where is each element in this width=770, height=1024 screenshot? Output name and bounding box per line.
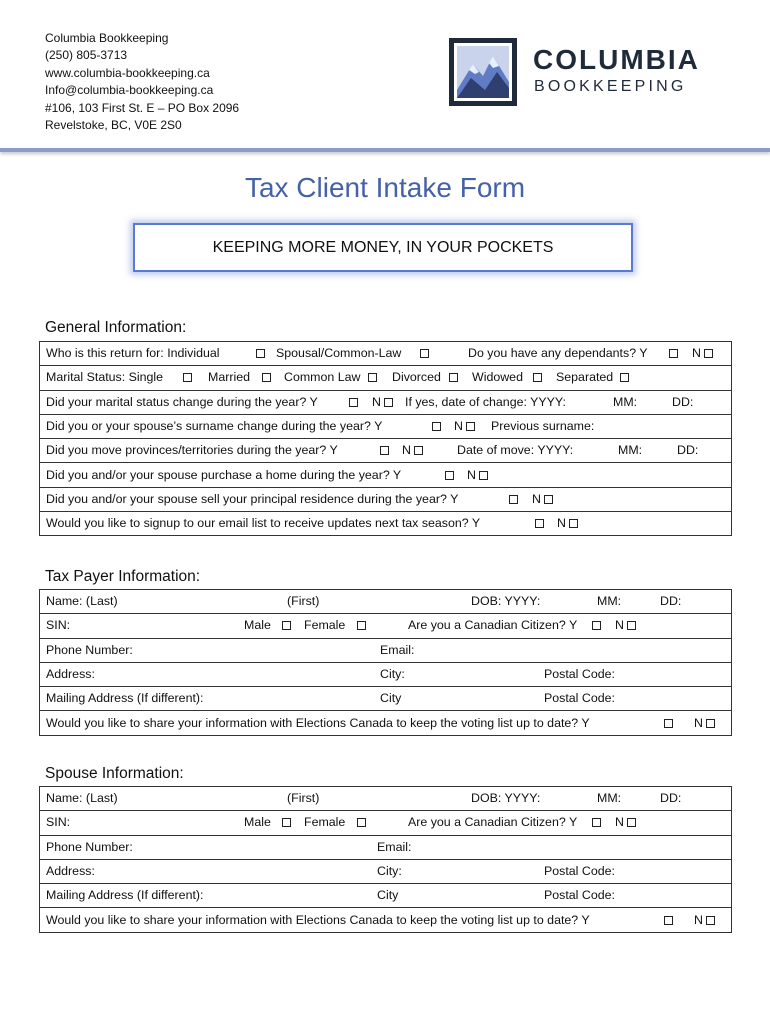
- checkbox[interactable]: [569, 519, 578, 528]
- checkbox[interactable]: [183, 373, 192, 382]
- form-text: Divorced: [392, 370, 441, 385]
- company-address-line1: #106, 103 First St. E – PO Box 2096: [45, 100, 240, 115]
- form-text: Name: (Last): [46, 791, 118, 806]
- mountain-logo-icon: [449, 38, 517, 106]
- table-row: [40, 787, 732, 811]
- spouse-info-heading: Spouse Information:: [45, 765, 184, 782]
- form-text: Spousal/Common-Law: [276, 346, 402, 361]
- general-info-table: [39, 341, 732, 536]
- checkbox[interactable]: [262, 373, 271, 382]
- form-title: Tax Client Intake Form: [244, 172, 526, 203]
- form-text: Did you or your spouse’s surname change during the year? Y: [46, 419, 383, 434]
- form-text: N: [454, 419, 463, 434]
- company-contact-block: [45, 30, 239, 134]
- form-text: Phone Number:: [46, 642, 133, 657]
- form-text: Did you and/or your spouse purchase a home during the year? Y: [46, 467, 402, 482]
- logo-subtitle: BOOKKEEPING: [534, 78, 687, 95]
- logo-wordmark: COLUMBIA: [533, 44, 700, 75]
- checkbox[interactable]: [256, 349, 265, 358]
- table-row: [40, 687, 732, 711]
- checkbox[interactable]: [380, 446, 389, 455]
- checkbox[interactable]: [349, 398, 358, 407]
- form-text: Email:: [380, 642, 415, 657]
- table-row: [40, 463, 732, 487]
- table-row: [40, 614, 732, 638]
- form-text: Do you have any dependants? Y: [468, 346, 648, 361]
- form-text: Date of move: YYYY:: [457, 443, 574, 458]
- form-text: Mailing Address (If different):: [46, 691, 204, 706]
- table-row: [40, 414, 732, 438]
- form-text: City:: [380, 667, 405, 682]
- form-text: Postal Code:: [544, 667, 615, 682]
- form-text: Who is this return for: Individual: [46, 346, 220, 361]
- form-text: Postal Code:: [544, 691, 615, 706]
- form-text: Would you like to signup to our email list to receive updates next tax season? Y: [46, 516, 481, 531]
- form-text: Female: [304, 815, 346, 830]
- checkbox[interactable]: [384, 398, 393, 407]
- checkbox[interactable]: [592, 818, 601, 827]
- table-row: [40, 366, 732, 390]
- checkbox[interactable]: [627, 818, 636, 827]
- form-text: N: [467, 467, 476, 482]
- form-text: Name: (Last): [46, 594, 118, 609]
- form-text: N: [532, 491, 541, 506]
- checkbox[interactable]: [627, 621, 636, 630]
- form-text: Are you a Canadian Citizen? Y: [408, 815, 578, 830]
- checkbox[interactable]: [466, 422, 475, 431]
- checkbox[interactable]: [544, 495, 553, 504]
- form-text: Common Law: [284, 370, 361, 385]
- form-text: N: [372, 394, 381, 409]
- table-row: [40, 859, 732, 883]
- form-text: N: [615, 815, 624, 830]
- form-text: Widowed: [472, 370, 523, 385]
- form-text: SIN:: [46, 815, 71, 830]
- table-row: [40, 512, 732, 536]
- checkbox[interactable]: [357, 621, 366, 630]
- checkbox[interactable]: [414, 446, 423, 455]
- checkbox[interactable]: [445, 471, 454, 480]
- form-text: Did your marital status change during the year? Y: [46, 394, 318, 409]
- form-text: City:: [377, 864, 402, 879]
- checkbox[interactable]: [533, 373, 542, 382]
- table-row: [40, 390, 732, 414]
- checkbox[interactable]: [620, 373, 629, 382]
- form-text: Married: [208, 370, 250, 385]
- table-row: [40, 487, 732, 511]
- form-text: MM:: [618, 443, 643, 458]
- taxpayer-info-table: [39, 589, 732, 736]
- checkbox[interactable]: [706, 916, 715, 925]
- form-text: Marital Status: Single: [46, 370, 164, 385]
- company-email: Info@columbia-bookkeeping.ca: [45, 83, 214, 98]
- spouse-info-table: [39, 786, 732, 933]
- company-address-line2: Revelstoke, BC, V0E 2S0: [45, 118, 182, 133]
- form-text: MM:: [597, 791, 622, 806]
- table-row: [40, 638, 732, 662]
- table-row: [40, 711, 732, 735]
- table-row: [40, 439, 732, 463]
- checkbox[interactable]: [704, 349, 713, 358]
- form-text: DOB: YYYY:: [471, 594, 541, 609]
- checkbox[interactable]: [432, 422, 441, 431]
- checkbox[interactable]: [420, 349, 429, 358]
- form-text: DD:: [660, 594, 682, 609]
- table-row: [40, 342, 732, 366]
- form-text: Did you move provinces/territories during the year? Y: [46, 443, 338, 458]
- header-divider: [0, 148, 770, 152]
- form-text: Separated: [556, 370, 614, 385]
- table-row: [40, 908, 732, 932]
- form-text: Previous surname:: [491, 419, 595, 434]
- form-text: If yes, date of change: YYYY:: [405, 394, 566, 409]
- checkbox[interactable]: [592, 621, 601, 630]
- checkbox[interactable]: [449, 373, 458, 382]
- form-text: Mailing Address (If different):: [46, 888, 204, 903]
- form-text: (First): [287, 594, 320, 609]
- company-phone: (250) 805-3713: [45, 48, 128, 63]
- form-text: DD:: [672, 394, 694, 409]
- checkbox[interactable]: [664, 916, 673, 925]
- form-text: City: [377, 888, 399, 903]
- checkbox[interactable]: [664, 719, 673, 728]
- form-text: Address:: [46, 864, 95, 879]
- form-text: Would you like to share your information with Elections Canada to keep the voting list up to date? Y: [46, 715, 590, 730]
- form-text: MM:: [613, 394, 638, 409]
- form-text: Email:: [377, 839, 412, 854]
- form-text: DD:: [677, 443, 699, 458]
- form-text: City: [380, 691, 402, 706]
- tagline-text: KEEPING MORE MONEY, IN YOUR POCKETS: [212, 238, 554, 256]
- checkbox[interactable]: [479, 471, 488, 480]
- form-text: N: [402, 443, 411, 458]
- form-text: (First): [287, 791, 320, 806]
- checkbox[interactable]: [368, 373, 377, 382]
- form-text: Postal Code:: [544, 888, 615, 903]
- table-row: [40, 884, 732, 908]
- tagline-box: [133, 223, 633, 272]
- form-text: Postal Code:: [544, 864, 615, 879]
- table-row: [40, 662, 732, 686]
- form-text: Male: [244, 618, 271, 633]
- form-text: Did you and/or your spouse sell your principal residence during the year? Y: [46, 491, 459, 506]
- checkbox[interactable]: [535, 519, 544, 528]
- checkbox[interactable]: [357, 818, 366, 827]
- form-text: DOB: YYYY:: [471, 791, 541, 806]
- form-text: N: [692, 346, 701, 361]
- form-text: Female: [304, 618, 346, 633]
- company-website: www.columbia-bookkeeping.ca: [45, 65, 210, 80]
- table-row: [40, 811, 732, 835]
- checkbox[interactable]: [282, 818, 291, 827]
- checkbox[interactable]: [509, 495, 518, 504]
- form-text: DD:: [660, 791, 682, 806]
- form-text: Address:: [46, 667, 95, 682]
- company-logo: [449, 38, 719, 108]
- checkbox[interactable]: [669, 349, 678, 358]
- general-info-heading: General Information:: [45, 319, 187, 336]
- form-text: Are you a Canadian Citizen? Y: [408, 618, 578, 633]
- table-row: [40, 590, 732, 614]
- form-text: MM:: [597, 594, 622, 609]
- form-text: Male: [244, 815, 271, 830]
- form-text: N: [615, 618, 624, 633]
- form-text: SIN:: [46, 618, 71, 633]
- form-text: Phone Number:: [46, 839, 133, 854]
- taxpayer-info-heading: Tax Payer Information:: [45, 568, 201, 585]
- form-text: N: [694, 912, 703, 927]
- table-row: [40, 835, 732, 859]
- company-name: Columbia Bookkeeping: [45, 31, 169, 45]
- form-text: N: [557, 516, 566, 531]
- form-text: Would you like to share your information with Elections Canada to keep the voting list up to date? Y: [46, 912, 590, 927]
- checkbox[interactable]: [706, 719, 715, 728]
- checkbox[interactable]: [282, 621, 291, 630]
- form-text: N: [694, 715, 703, 730]
